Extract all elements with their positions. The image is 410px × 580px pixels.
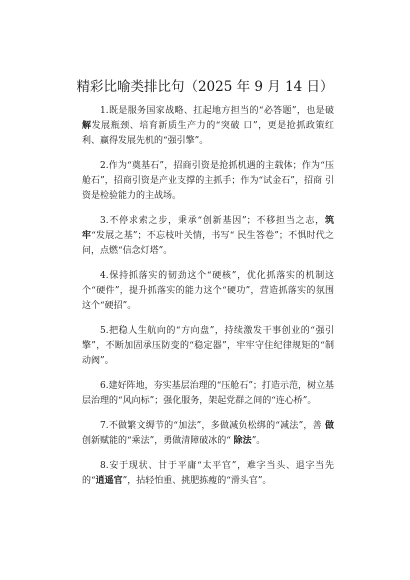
sentence-item-3 bbox=[82, 214, 334, 259]
emphasis-text: 做 bbox=[324, 421, 334, 431]
sentence-text: 发展瓶颈、培育新质生产力的“突破 口”，更是抢抓政策红利、赢得发展先机的“强引擎”。 bbox=[82, 121, 334, 146]
emphasis-text: 除法 bbox=[233, 436, 252, 446]
sentence-text: 4.保持抓落实的韧劲这个“硬核”，优化抓落实的机制这个“硬件”，提升抓落实的能力这个“硬功”，营造抓落实的氛围 这个“硬招”。 bbox=[82, 271, 334, 311]
sentence-item-6 bbox=[82, 379, 334, 409]
sentence-text: 2.作为“奠基石”，招商引资是抢抓机遇的主载体；作为“压 舱石”，招商引资是产业支撑的主抓手；作为“试金石”，招商 引资是检验能力的主战场。 bbox=[82, 161, 334, 201]
sentence-text: ”，拈轻怕重、挑肥拣瘦的“滑头官”。 bbox=[122, 476, 272, 486]
sentence-item-4 bbox=[82, 269, 334, 314]
sentence-item-5 bbox=[82, 324, 334, 369]
document-title: 精彩比喻类排比句（2025 年 9 月 14 日） bbox=[76, 79, 334, 95]
emphasis-text: 筑牢 bbox=[82, 216, 334, 241]
sentence-text: 6.建好阵地，夯实基层治理的“压舱石”；打造示范，树立基层治理的“风向标”；强化服务，架起党群之间的“连心桥”。 bbox=[82, 381, 334, 406]
emphasis-text: 逍遥官 bbox=[95, 476, 123, 486]
sentence-text: 7.不做繁文缛节的“加法”，多做减负松绑的“减法”，善 bbox=[100, 421, 325, 431]
sentence-list bbox=[82, 95, 334, 499]
emphasis-text: 解 bbox=[82, 121, 92, 131]
sentence-item-8 bbox=[82, 459, 334, 489]
sentence-item-7 bbox=[82, 419, 334, 449]
sentence-text: 1.既是服务国家战略、扛起地方担当的“必答题”，也是破 bbox=[100, 106, 334, 116]
sentence-item-2 bbox=[82, 159, 334, 204]
sentence-text: 8.安于现状、甘于平庸“太平官”，难字当头、退字当先的“ bbox=[82, 461, 334, 486]
sentence-text: 5.把稳人生航向的“方向盘”，持续激发干事创业的“强引擎”，不断加固承压防变的“稳定器”，牢牢守住纪律规矩的“制 动阀”。 bbox=[82, 326, 334, 366]
sentence-text: 3.不停求索之步，秉承“创新基因”；不移担当之志， bbox=[100, 216, 325, 226]
sentence-text: ”。 bbox=[251, 436, 266, 446]
sentence-text: “发展之基”；不忘枝叶关情，书写“ 民生答卷”；不惧时代之问，点燃“信念灯塔”。 bbox=[82, 231, 334, 256]
sentence-item-1 bbox=[82, 104, 334, 149]
sentence-text: 创新赋能的“乘法”，勇做清障破冰的“ bbox=[82, 436, 234, 446]
